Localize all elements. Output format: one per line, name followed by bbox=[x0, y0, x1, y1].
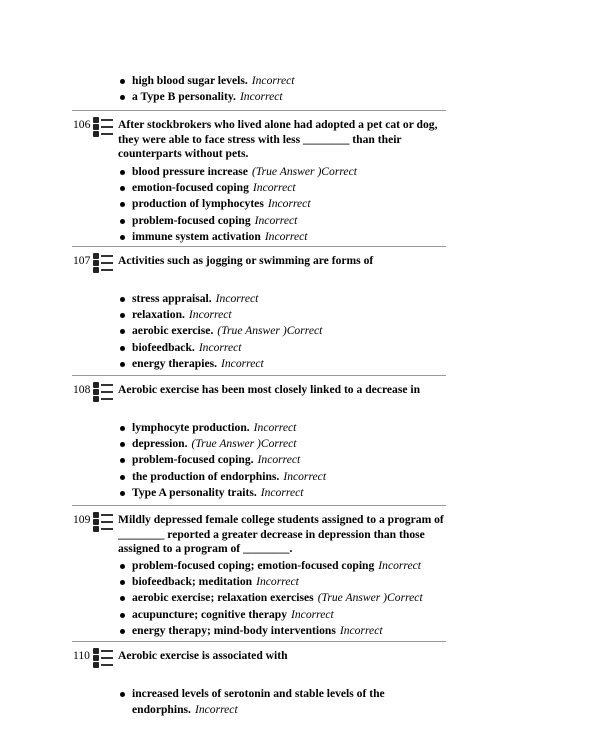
option-text: increased levels of serotonin and stable levels of the endorphins. bbox=[132, 687, 385, 717]
option-item bbox=[118, 686, 448, 718]
option-text: lymphocyte production. bbox=[132, 421, 250, 434]
option-item bbox=[118, 164, 448, 180]
option-text: stress appraisal. bbox=[132, 292, 212, 305]
previous-question-options bbox=[118, 73, 478, 105]
option-item bbox=[118, 356, 448, 372]
option-text: a Type B personality. bbox=[132, 90, 236, 104]
option-item bbox=[118, 623, 448, 639]
question-number: 108 bbox=[73, 383, 91, 396]
option-result: Incorrect bbox=[221, 356, 264, 370]
option-item bbox=[118, 469, 448, 485]
option-item bbox=[118, 452, 448, 468]
options-list bbox=[118, 291, 448, 372]
option-item bbox=[118, 323, 448, 339]
option-result: (True Answer )Correct bbox=[251, 165, 357, 178]
option-text: energy therapies. bbox=[132, 356, 218, 370]
option-text: emotion-focused coping bbox=[132, 181, 249, 195]
option-text: high blood sugar levels. bbox=[132, 74, 248, 87]
option-text: aerobic exercise; relaxation exercises bbox=[132, 591, 314, 605]
question-block bbox=[72, 375, 446, 499]
option-item bbox=[118, 213, 448, 229]
option-item bbox=[118, 420, 448, 436]
option-item bbox=[118, 607, 448, 623]
multiple-choice-icon bbox=[93, 381, 115, 403]
question-text: Aerobic exercise is associated with bbox=[118, 649, 288, 662]
option-result: Incorrect bbox=[188, 308, 232, 322]
multiple-choice-icon bbox=[93, 252, 115, 274]
option-text: biofeedback. bbox=[132, 340, 195, 354]
option-result: (True Answer )Correct bbox=[191, 437, 297, 451]
option-text: energy therapy; mind-body interventions bbox=[132, 623, 336, 637]
options-list bbox=[118, 164, 448, 245]
option-item bbox=[118, 180, 448, 196]
option-result: Incorrect bbox=[378, 559, 422, 572]
option-item bbox=[118, 485, 448, 501]
question-number: 110 bbox=[73, 649, 90, 662]
option-text: problem-focused coping. bbox=[132, 453, 254, 467]
option-item bbox=[118, 436, 448, 452]
option-result: Incorrect bbox=[291, 607, 334, 621]
option-result: Incorrect bbox=[198, 340, 242, 354]
option-result: Incorrect bbox=[194, 703, 238, 717]
option-result: (True Answer )Correct bbox=[217, 324, 323, 338]
question-number: 107 bbox=[73, 254, 91, 267]
option-item bbox=[118, 291, 448, 307]
question-text: Aerobic exercise has been most closely linked to a decrease in bbox=[118, 383, 421, 396]
question-block bbox=[72, 246, 446, 370]
multiple-choice-icon bbox=[93, 647, 115, 669]
option-result: Incorrect bbox=[239, 90, 283, 104]
option-text: problem-focused coping; emotion-focused coping bbox=[132, 559, 375, 572]
multiple-choice-icon bbox=[93, 511, 115, 533]
option-text: depression. bbox=[132, 437, 188, 451]
question-text: Mildly depressed female college students assigned to a program of ________ reported a greater decrease in depression than those assigned to a program of ________. bbox=[118, 513, 444, 555]
option-result: Incorrect bbox=[257, 453, 301, 467]
option-text: Type A personality traits. bbox=[132, 485, 257, 499]
question-block bbox=[72, 505, 446, 637]
option-text: production of lymphocytes bbox=[132, 197, 264, 211]
option-item bbox=[118, 558, 448, 574]
option-item bbox=[118, 340, 448, 356]
question-block bbox=[72, 110, 446, 243]
question-text: After stockbrokers who lived alone had adopted a pet cat or dog, they were able to face stress with less ________ than their counterparts without pets. bbox=[118, 118, 438, 160]
option-text: the production of endorphins. bbox=[132, 469, 280, 483]
option-result: Incorrect bbox=[253, 421, 297, 434]
option-item bbox=[118, 89, 478, 105]
question-text: Activities such as jogging or swimming are forms of bbox=[118, 254, 374, 267]
option-result: Incorrect bbox=[251, 74, 295, 87]
question-number: 109 bbox=[73, 513, 91, 526]
option-item bbox=[118, 590, 448, 606]
option-result: Incorrect bbox=[267, 197, 311, 211]
option-text: problem-focused coping bbox=[132, 213, 251, 227]
option-text: relaxation. bbox=[132, 308, 185, 322]
question-number: 106 bbox=[73, 118, 91, 131]
option-item bbox=[118, 229, 448, 245]
option-item bbox=[118, 73, 478, 89]
option-result: Incorrect bbox=[339, 623, 383, 637]
option-text: immune system activation bbox=[132, 229, 261, 243]
option-text: acupuncture; cognitive therapy bbox=[132, 607, 288, 621]
option-item bbox=[118, 574, 448, 590]
options-list bbox=[118, 686, 448, 718]
question-block bbox=[72, 641, 446, 717]
option-text: biofeedback; meditation bbox=[132, 575, 253, 589]
option-item bbox=[118, 196, 448, 212]
multiple-choice-icon bbox=[93, 116, 115, 138]
option-result: Incorrect bbox=[254, 213, 298, 227]
option-result: Incorrect bbox=[256, 575, 299, 589]
option-result: Incorrect bbox=[283, 469, 327, 483]
option-result: Incorrect bbox=[252, 181, 296, 195]
option-result: Incorrect bbox=[264, 229, 308, 243]
options-list bbox=[118, 420, 448, 501]
option-text: blood pressure increase bbox=[132, 165, 248, 178]
options-list bbox=[118, 558, 448, 639]
option-result: Incorrect bbox=[260, 485, 304, 499]
option-text: aerobic exercise. bbox=[132, 324, 214, 338]
option-result: (True Answer )Correct bbox=[317, 591, 423, 605]
option-item bbox=[118, 307, 448, 323]
option-result: Incorrect bbox=[215, 292, 259, 305]
